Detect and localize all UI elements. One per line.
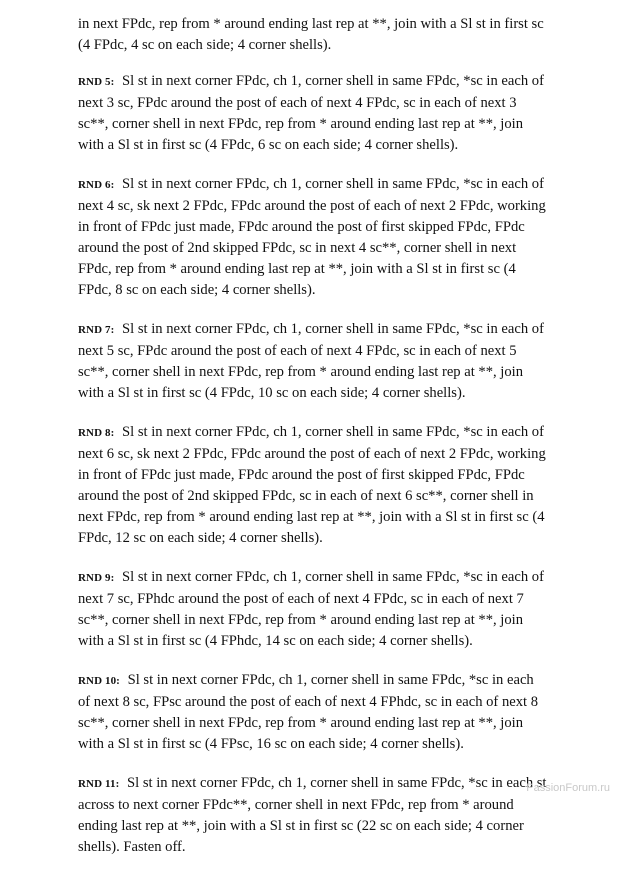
round-text: Sl st in next corner FPdc, ch 1, corner shell in same FPdc, *sc in each of next 8 sc, FPsc around the post of each of next 4 FPhdc, sc in each of next 8 sc**, corner shell in next FPdc, rep from * around ending last rep at **, join with a Sl st in first sc (4 FPsc, 16 sc on each side; 4 corner shells). [78,672,539,752]
round-8-paragraph [78,422,548,549]
round-label: RND 6: [78,179,115,191]
round-7-paragraph [78,319,548,404]
round-label: RND 11: [78,778,120,790]
round-11-paragraph [78,773,548,858]
site-watermark: PassionForum.ru [526,782,610,794]
round-text: Sl st in next corner FPdc, ch 1, corner shell in same FPdc, *sc in each of next 4 sc, sk next 2 FPdc, FPdc around the post of each of next 2 FPdc, working in front of FPdc just made, FPdc around the post of first skipped FPdc, FPdc around the post of 2nd skipped FPdc, sc in next 4 sc**, corner shell in next FPdc, rep from * around ending last rep at **, join with a Sl st in first sc (4 FPdc, 8 sc on each side; 4 corner shells). [78,176,546,298]
pattern-page [78,14,548,876]
round-label: RND 8: [78,427,115,439]
round-text: Sl st in next corner FPdc, ch 1, corner shell in same FPdc, *sc in each of next 6 sc, sk next 2 FPdc, FPdc around the post of each of next 2 FPdc, working in front of FPdc just made, FPdc around the post of first skipped FPdc, FPdc around the post of 2nd skipped FPdc, sc in each of next 6 sc**, corner shell in next FPdc, rep from * around ending last rep at **, join with a Sl st in first sc (4 FPdc, 12 sc on each side; 4 corner shells). [78,424,546,546]
intro-paragraph: in next FPdc, rep from * around ending last rep at **, join with a Sl st in first sc (4 FPdc, 4 sc on each side; 4 corner shells). [78,16,544,53]
round-label: RND 9: [78,572,115,584]
round-text: Sl st in next corner FPdc, ch 1, corner shell in same FPdc, *sc in each of next 3 sc, FPdc around the post of each of next 4 FPdc, sc in each of next 3 sc**, corner shell in next FPdc, rep from * around ending last rep at **, join with a Sl st in first sc (4 FPdc, 6 sc on each side; 4 corner shells). [78,73,544,153]
round-text: Sl st in next corner FPdc, ch 1, corner shell in same FPdc, *sc in each of next 7 sc, FPhdc around the post of each of next 4 FPdc, sc in each of next 7 sc**, corner shell in next FPdc, rep from * around ending last rep at **, join with a Sl st in first sc (4 FPhdc, 14 sc on each side; 4 corner shells). [78,569,544,649]
round-5-paragraph [78,71,548,156]
round-6-paragraph [78,174,548,301]
round-10-paragraph [78,670,548,755]
round-label: RND 10: [78,675,120,687]
round-text: Sl st in next corner FPdc, ch 1, corner shell in same FPdc, *sc in each st across to next corner FPdc**, corner shell in next FPdc, rep from * around ending last rep at **, join with a Sl st in first sc (22 sc on each side; 4 corner shells). Fasten off. [78,775,547,855]
round-label: RND 5: [78,76,115,88]
round-9-paragraph [78,567,548,652]
round-text: Sl st in next corner FPdc, ch 1, corner shell in same FPdc, *sc in each of next 5 sc, FPdc around the post of each of next 4 FPdc, sc in each of next 5 sc**, corner shell in next FPdc, rep from * around ending last rep at **, join with a Sl st in first sc (4 FPdc, 10 sc on each side; 4 corner shells). [78,321,544,401]
round-label: RND 7: [78,324,115,336]
